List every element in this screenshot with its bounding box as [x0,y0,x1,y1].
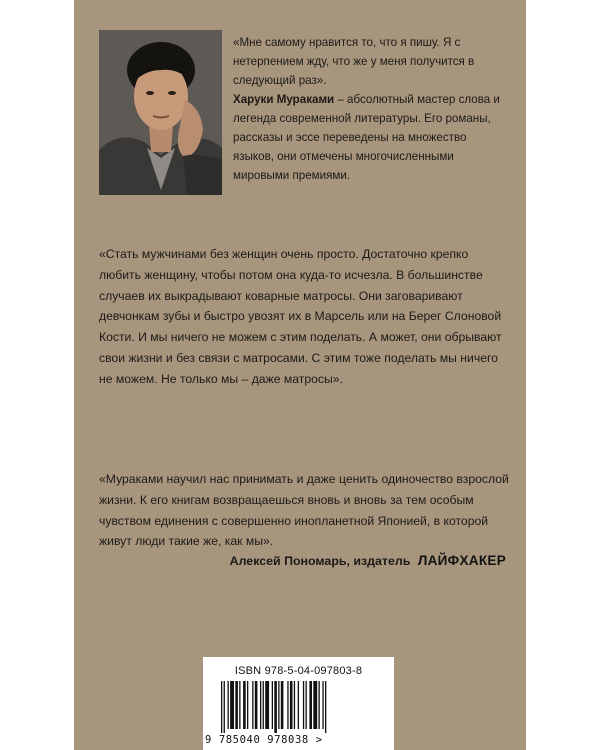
barcode-bar [243,681,246,729]
attribution-person: Алексей Пономарь, издатель [229,554,411,568]
barcode-bar [272,681,273,729]
author-quote: «Мне самому нравится то, что я пишу. Я с нетерпением жду, что же у меня получится в следующий раз». [233,36,475,87]
barcode-bar [224,681,225,733]
barcode-digits: 9 785040 978038 > [205,734,323,746]
barcode-bar [252,681,253,729]
author-bio-text: – абсолютный мастер слова и легенда современной литературы. Его романы, рассказы и эссе переведены на множество языков, они отмечены многочисленными мировыми премиями. [233,93,500,182]
barcode-bar [287,681,288,729]
barcode-bar [294,681,295,729]
barcode-bar [278,681,279,729]
barcode-bar [319,681,320,729]
lifehacker-logo: ЛАЙФХАКЕР [417,553,506,568]
barcode-bar [255,681,258,729]
barcode-bar [322,681,323,729]
barcode-bar [263,681,264,729]
barcode-bar [247,681,248,729]
author-bio [233,90,503,185]
review-quote [99,469,511,552]
barcode-bar [306,681,307,729]
barcode-box [203,657,394,750]
barcode-bar [265,681,269,729]
book-excerpt-text: «Стать мужчинами без женщин очень просто. Достаточно крепко любить женщину, чтобы потом она куда-то исчезла. В большинстве случаев их выкрадывают коварные матросы. Они заговаривают девчонкам зубы и быстро увозят их в Марсель или на Берег Слоновой Кости. И мы ничего не можем с этим поделать. А может, они обрывают свои жизни и без связи с матросами. С этим тоже поделать мы ничего не можем. Не только мы – даже матросы». [99,247,502,386]
author-portrait-icon [99,30,222,195]
barcode-bar [303,681,304,729]
barcode-bar [298,681,299,729]
back-cover [74,0,526,750]
barcode-icon [219,681,379,733]
author-intro [233,33,503,185]
barcode-bar [235,681,238,729]
barcode-bar [228,681,229,729]
isbn-label: ISBN 978-5-04-097803-8 [234,665,363,677]
barcode-bar [325,681,326,733]
barcode-bar [221,681,222,733]
barcode-bar [239,681,240,729]
barcode-bar [274,681,277,733]
barcode-bar [281,681,284,729]
barcode-bar [290,681,293,729]
author-name: Харуки Мураками [233,93,335,106]
barcode-bar [260,681,261,729]
review-attribution [230,553,506,568]
book-excerpt [99,244,511,390]
barcode-bar [313,681,317,729]
barcode-bar [309,681,312,729]
barcode-bar [230,681,234,729]
review-quote-text: «Мураками научил нас принимать и даже ценить одиночество взрослой жизни. К его книгам возвращаешься вновь и вновь за тем особым чувством единения с совершенно инопланетной Японией, в которой живут люди такие же, как мы». [99,472,509,549]
author-photo [99,30,222,195]
